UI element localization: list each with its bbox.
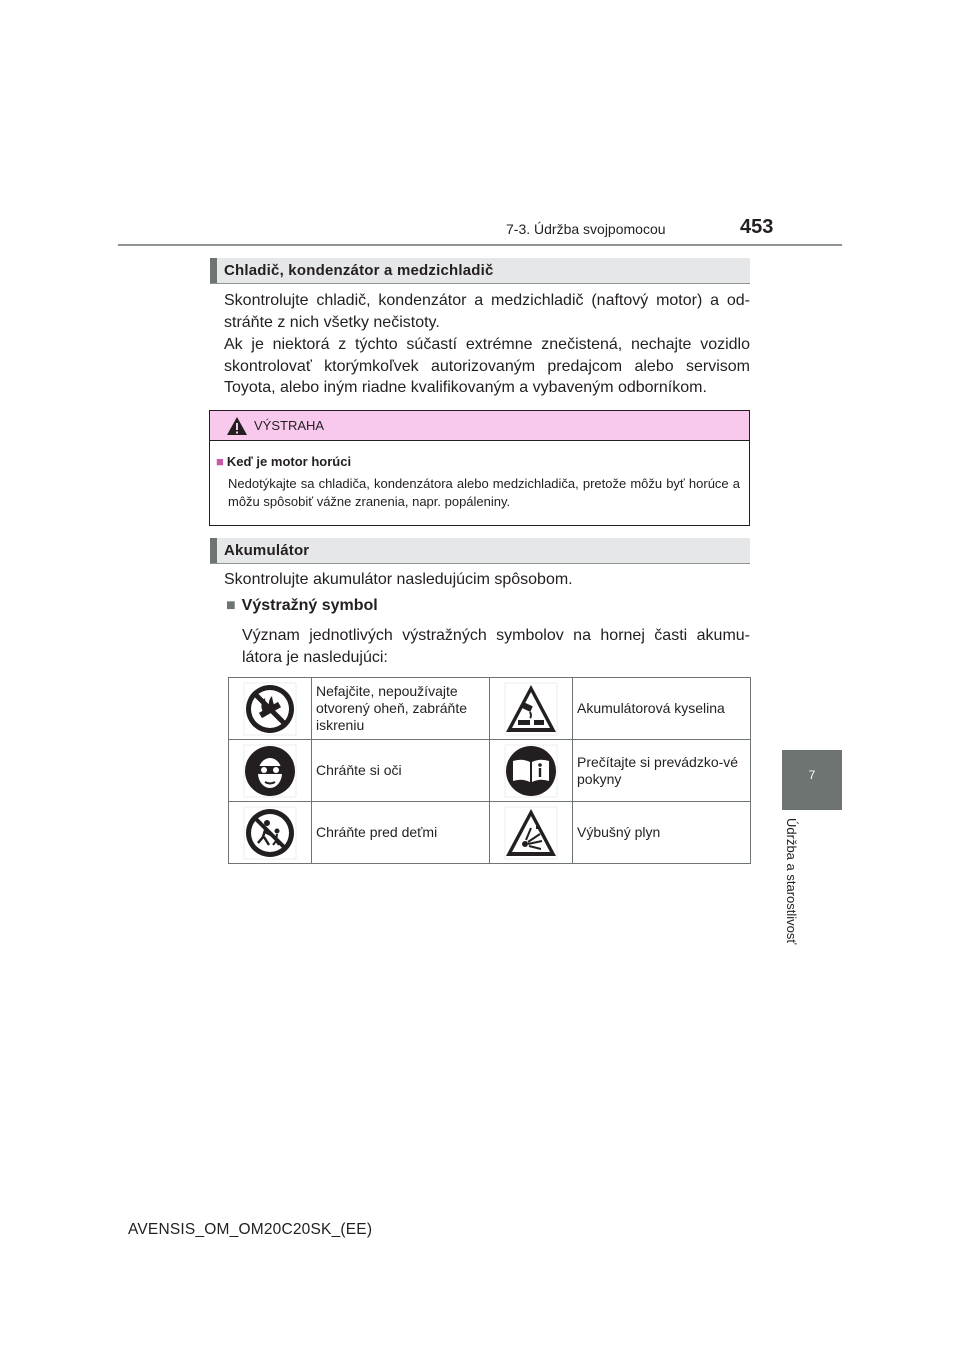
bullet-square-icon: ■ xyxy=(216,454,224,469)
warning-subheading: ■ Keď je motor horúci xyxy=(216,454,352,469)
page-number: 453 xyxy=(740,216,774,238)
symbol-label: Akumulátorová kyselina xyxy=(573,678,751,740)
table-row xyxy=(229,740,751,802)
read-instructions-icon xyxy=(504,744,558,798)
document-code-footer: AVENSIS_OM_OM20C20SK_(EE) xyxy=(128,1221,373,1238)
symbol-label: Nefajčite, nepoužívajte otvorený oheň, zabráňte iskreniu xyxy=(312,678,490,740)
radiator-paragraph-1: Skontrolujte chladič, kondenzátor a medzichladič (naftový motor) a od-stráňte z nich všetky nečistoty. xyxy=(224,292,750,331)
bullet-square-icon: ■ xyxy=(226,597,236,614)
warning-text: Nedotýkajte sa chladiča, kondenzátora alebo medzichladiča, pretože môžu byť horúce a môžu spôsobiť vážne zranenia, napr. popáleniny. xyxy=(228,476,740,509)
table-row xyxy=(229,802,751,864)
section-header: 7-3. Údržba svojpomocou xyxy=(506,221,666,237)
battery-paragraph: Skontrolujte akumulátor nasledujúcim spôsobom. xyxy=(224,571,573,588)
symbol-label: Prečítajte si prevádzko-vé pokyny xyxy=(573,740,751,802)
radiator-paragraph-2: Ak je niektorá z týchto súčastí extrémne znečistená, nechajte vozidlo skontrolovať ktorýmkoľvek autorizovaným predajcom alebo servisom Toyota, alebo iným riadne kvalifikovaným a vybaveným odborníkom. xyxy=(224,336,750,396)
section-heading-bar xyxy=(210,538,217,563)
explosive-gas-icon xyxy=(504,806,558,860)
warning-symbol-subheading: ■ Výstražný symbol xyxy=(226,597,378,614)
symbol-label: Chráňte si oči xyxy=(312,740,490,802)
table-row xyxy=(229,678,751,740)
section-heading-bar xyxy=(210,258,217,283)
battery-acid-icon xyxy=(504,682,558,736)
eye-protection-icon xyxy=(243,744,297,798)
warning-box xyxy=(209,410,750,526)
symbol-label: Chráňte pred deťmi xyxy=(312,802,490,864)
warning-triangle-icon xyxy=(226,416,248,436)
no-smoking-no-fire-icon xyxy=(243,682,297,736)
section-heading-text: Chladič, kondenzátor a medzichladič xyxy=(224,262,494,279)
symbol-label: Výbušný plyn xyxy=(573,802,751,864)
warning-title: VÝSTRAHA xyxy=(254,418,325,433)
section-heading-radiator xyxy=(210,258,750,284)
keep-away-children-icon xyxy=(243,806,297,860)
chapter-tab-label: Údržba a starostlivosť xyxy=(784,818,799,945)
section-heading-text: Akumulátor xyxy=(224,542,310,559)
warning-symbol-paragraph: Význam jednotlivých výstražných symbolov na hornej časti akumu-látora je nasledujúci: xyxy=(242,627,750,666)
chapter-tab-number: 7 xyxy=(808,768,816,782)
section-heading-battery xyxy=(210,538,750,564)
warning-header xyxy=(210,411,749,441)
header-rule xyxy=(118,244,842,246)
symbols-table xyxy=(228,677,751,864)
